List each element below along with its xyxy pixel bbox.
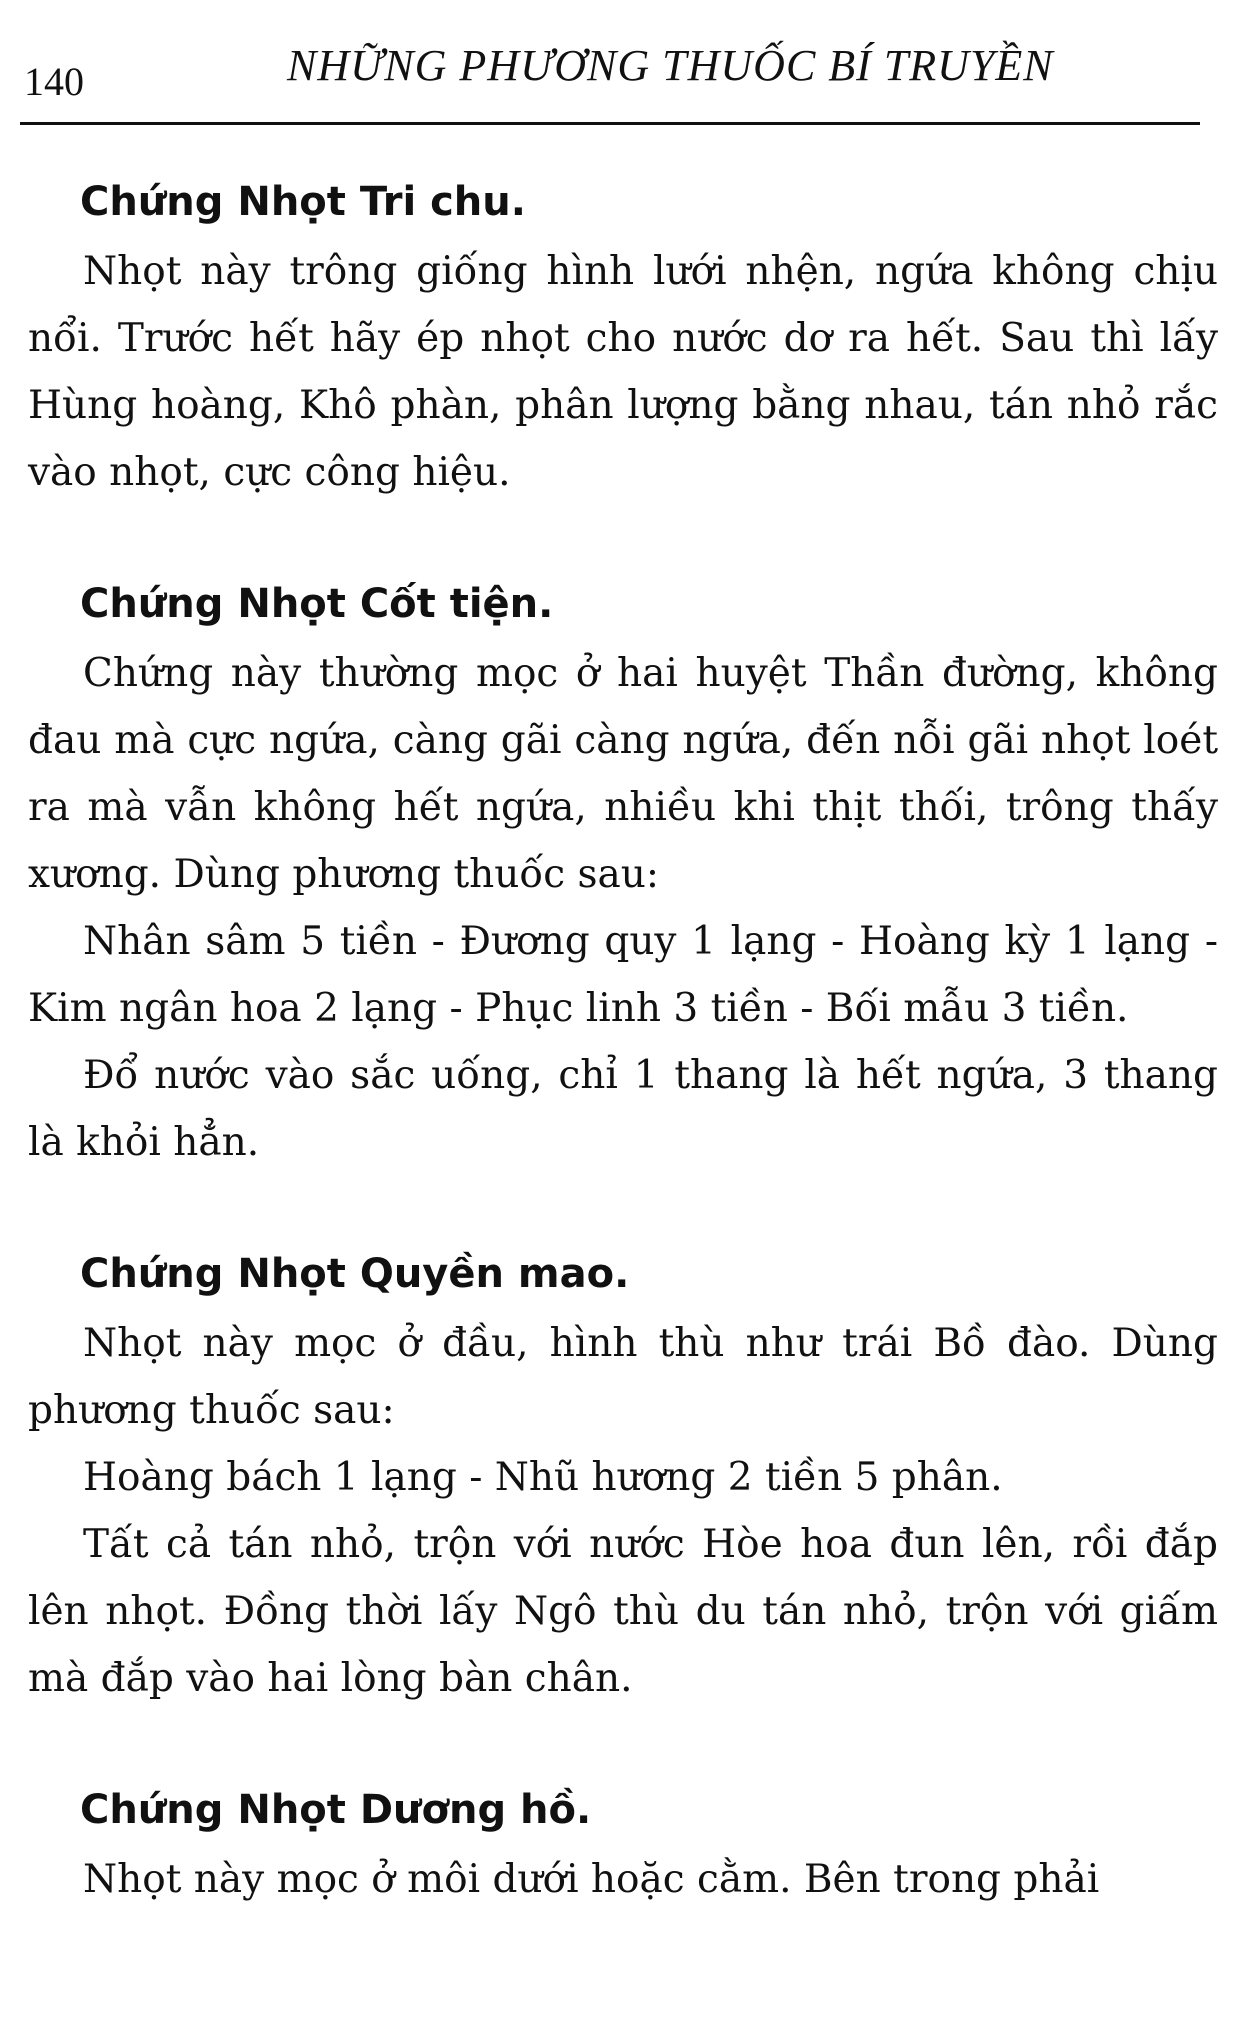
paragraph: Tất cả tán nhỏ, trộn với nước Hòe hoa đun lên, rồi đắp lên nhọt. Đồng thời lấy Ngô thù du tán nhỏ, trộn với giấm mà đắp vào hai lòng bàn chân. xyxy=(28,1522,1218,1701)
prescription-paragraph: Nhân sâm 5 tiền - Đương quy 1 lạng - Hoàng kỳ 1 lạng - Kim ngân hoa 2 lạng - Phục linh 3 tiền - Bối mẫu 3 tiền. xyxy=(28,919,1218,1031)
section-heading: Chứng Nhọt Tri chu. xyxy=(80,179,526,225)
section-heading: Chứng Nhọt Dương hồ. xyxy=(80,1787,592,1833)
page-number: 140 xyxy=(24,59,84,104)
section-nhot-cot-tien xyxy=(28,572,1218,1176)
prescription-paragraph: Hoàng bách 1 lạng - Nhũ hương 2 tiền 5 phân. xyxy=(83,1455,1003,1500)
section-heading: Chứng Nhọt Quyền mao. xyxy=(80,1251,630,1297)
header-rule xyxy=(20,122,1200,125)
page-header xyxy=(22,40,1202,130)
section-nhot-duong-ho xyxy=(28,1778,1218,1913)
section-nhot-quyen-mao xyxy=(28,1242,1218,1712)
paragraph: Nhọt này mọc ở đầu, hình thù như trái Bồ đào. Dùng phương thuốc sau: xyxy=(28,1321,1218,1433)
section-heading: Chứng Nhọt Cốt tiện. xyxy=(80,581,554,627)
running-title: NHỮNG PHƯƠNG THUỐC BÍ TRUYỀN xyxy=(287,41,1054,90)
paragraph: Nhọt này trông giống hình lưới nhện, ngứa không chịu nổi. Trước hết hãy ép nhọt cho nước dơ ra hết. Sau thì lấy Hùng hoàng, Khô phàn, phân lượng bằng nhau, tán nhỏ rắc vào nhọt, cực công hiệu. xyxy=(28,249,1218,495)
paragraph: Nhọt này mọc ở môi dưới hoặc cằm. Bên trong phải xyxy=(83,1857,1100,1902)
paragraph: Chứng này thường mọc ở hai huyệt Thần đường, không đau mà cực ngứa, càng gãi càng ngứa, đến nỗi gãi nhọt loét ra mà vẫn không hết ngứa, nhiều khi thịt thối, trông thấy xương. Dùng phương thuốc sau: xyxy=(28,651,1218,897)
page-content xyxy=(28,170,1218,1979)
section-nhot-tri-chu xyxy=(28,170,1218,506)
paragraph: Đổ nước vào sắc uống, chỉ 1 thang là hết ngứa, 3 thang là khỏi hẳn. xyxy=(28,1053,1218,1165)
